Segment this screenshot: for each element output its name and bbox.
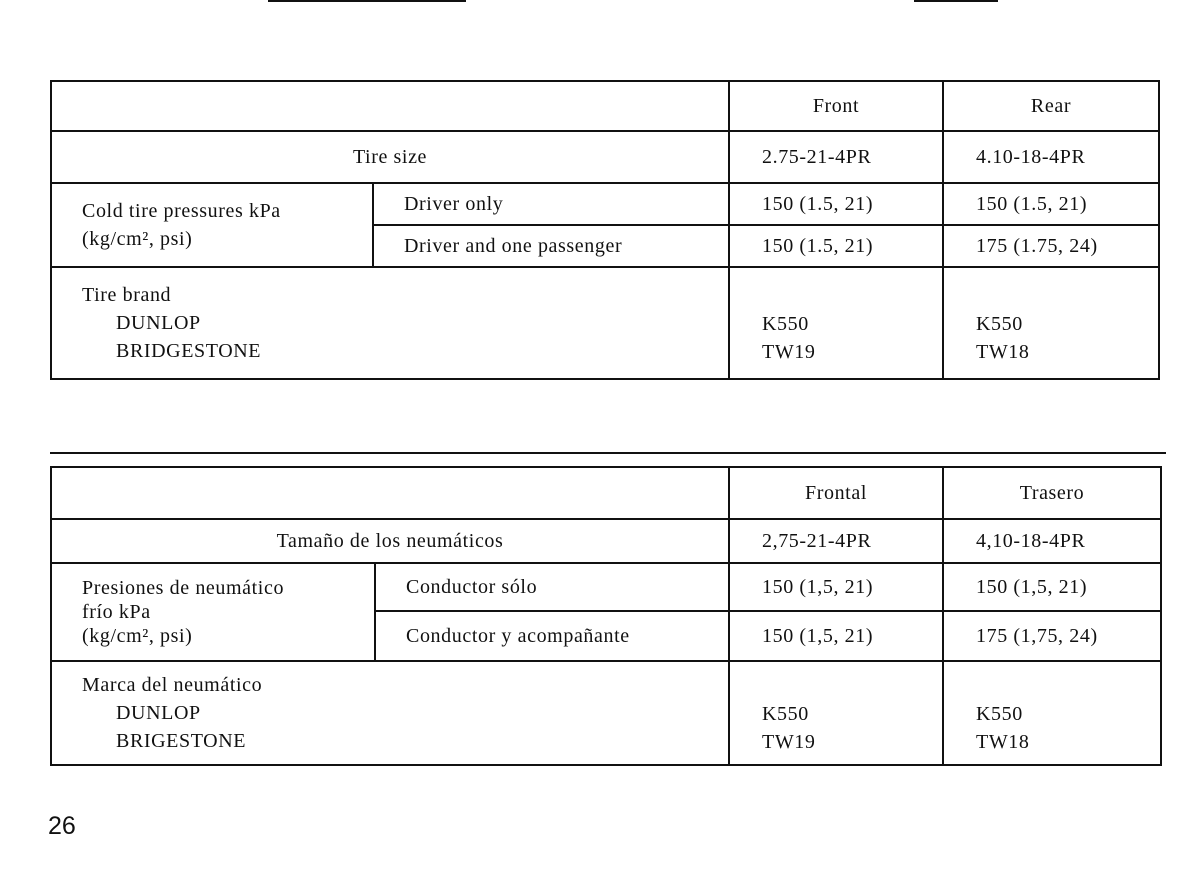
english-tire-spec-table bbox=[50, 80, 1160, 380]
pressure-case-label: Driver and one passenger bbox=[373, 225, 729, 267]
top-rule-right bbox=[914, 0, 998, 2]
table-header-row bbox=[51, 81, 1159, 131]
brand-name: BRIGESTONE bbox=[116, 730, 247, 752]
tire-brand-row bbox=[51, 661, 1161, 765]
brand-name: BRIDGESTONE bbox=[116, 340, 262, 362]
table-header-row bbox=[51, 467, 1161, 519]
pressure-front-value: 150 (1,5, 21) bbox=[729, 611, 943, 661]
tire-brand-label: Marca del neumático bbox=[82, 674, 263, 696]
brand-name: DUNLOP bbox=[116, 702, 201, 724]
top-rule-left bbox=[268, 0, 466, 2]
spanish-tire-spec-table bbox=[50, 466, 1162, 766]
header-rear: Trasero bbox=[943, 467, 1161, 519]
pressure-label-line2: frío kPa bbox=[82, 601, 151, 623]
brand-rear-cell bbox=[943, 661, 1161, 765]
section-divider bbox=[50, 452, 1166, 454]
tire-size-front: 2.75-21-4PR bbox=[729, 131, 943, 183]
pressure-label-line2: (kg/cm², psi) bbox=[82, 228, 193, 250]
brand-rear-cell bbox=[943, 267, 1159, 379]
header-empty-cell bbox=[51, 467, 729, 519]
tire-size-rear: 4,10-18-4PR bbox=[943, 519, 1161, 563]
pressure-case-label: Conductor sólo bbox=[375, 563, 729, 611]
brand-front-cell bbox=[729, 267, 943, 379]
pressure-front-value: 150 (1.5, 21) bbox=[729, 225, 943, 267]
pressure-label-line1: Cold tire pressures kPa bbox=[82, 200, 281, 222]
header-front: Front bbox=[729, 81, 943, 131]
brand-front-model: K550 bbox=[762, 312, 809, 335]
tire-size-rear: 4.10-18-4PR bbox=[943, 131, 1159, 183]
tire-size-label: Tire size bbox=[51, 131, 729, 183]
tire-size-label: Tamaño de los neumáticos bbox=[51, 519, 729, 563]
pressure-front-value: 150 (1,5, 21) bbox=[729, 563, 943, 611]
tire-brand-label-cell bbox=[51, 661, 729, 765]
brand-rear-model: K550 bbox=[976, 312, 1023, 335]
brand-rear-model: TW18 bbox=[976, 730, 1030, 753]
tire-size-row bbox=[51, 519, 1161, 563]
header-rear: Rear bbox=[943, 81, 1159, 131]
header-empty-cell bbox=[51, 81, 729, 131]
pressure-case-label: Conductor y acompañante bbox=[375, 611, 729, 661]
pressure-case-label: Driver only bbox=[373, 183, 729, 225]
tire-brand-row bbox=[51, 267, 1159, 379]
brand-front-cell bbox=[729, 661, 943, 765]
pressure-rear-value: 150 (1.5, 21) bbox=[943, 183, 1159, 225]
page-number: 26 bbox=[48, 812, 76, 840]
brand-rear-model: K550 bbox=[976, 702, 1023, 725]
pressure-front-value: 150 (1.5, 21) bbox=[729, 183, 943, 225]
brand-name: DUNLOP bbox=[116, 312, 201, 334]
pressure-label-line1: Presiones de neumático bbox=[82, 577, 285, 599]
pressure-rear-value: 150 (1,5, 21) bbox=[943, 563, 1161, 611]
brand-rear-model: TW18 bbox=[976, 340, 1030, 363]
tire-size-front: 2,75-21-4PR bbox=[729, 519, 943, 563]
pressure-label bbox=[51, 183, 373, 267]
tire-size-row bbox=[51, 131, 1159, 183]
pressure-row-driver-only bbox=[51, 563, 1161, 611]
brand-front-model: TW19 bbox=[762, 730, 816, 753]
pressure-label-line3: (kg/cm², psi) bbox=[82, 625, 193, 647]
pressure-rear-value: 175 (1,75, 24) bbox=[943, 611, 1161, 661]
pressure-label bbox=[51, 563, 375, 661]
pressure-rear-value: 175 (1.75, 24) bbox=[943, 225, 1159, 267]
header-front: Frontal bbox=[729, 467, 943, 519]
brand-front-model: K550 bbox=[762, 702, 809, 725]
pressure-row-driver-only bbox=[51, 183, 1159, 225]
brand-front-model: TW19 bbox=[762, 340, 816, 363]
tire-brand-label-cell bbox=[51, 267, 729, 379]
tire-brand-label: Tire brand bbox=[82, 284, 172, 306]
